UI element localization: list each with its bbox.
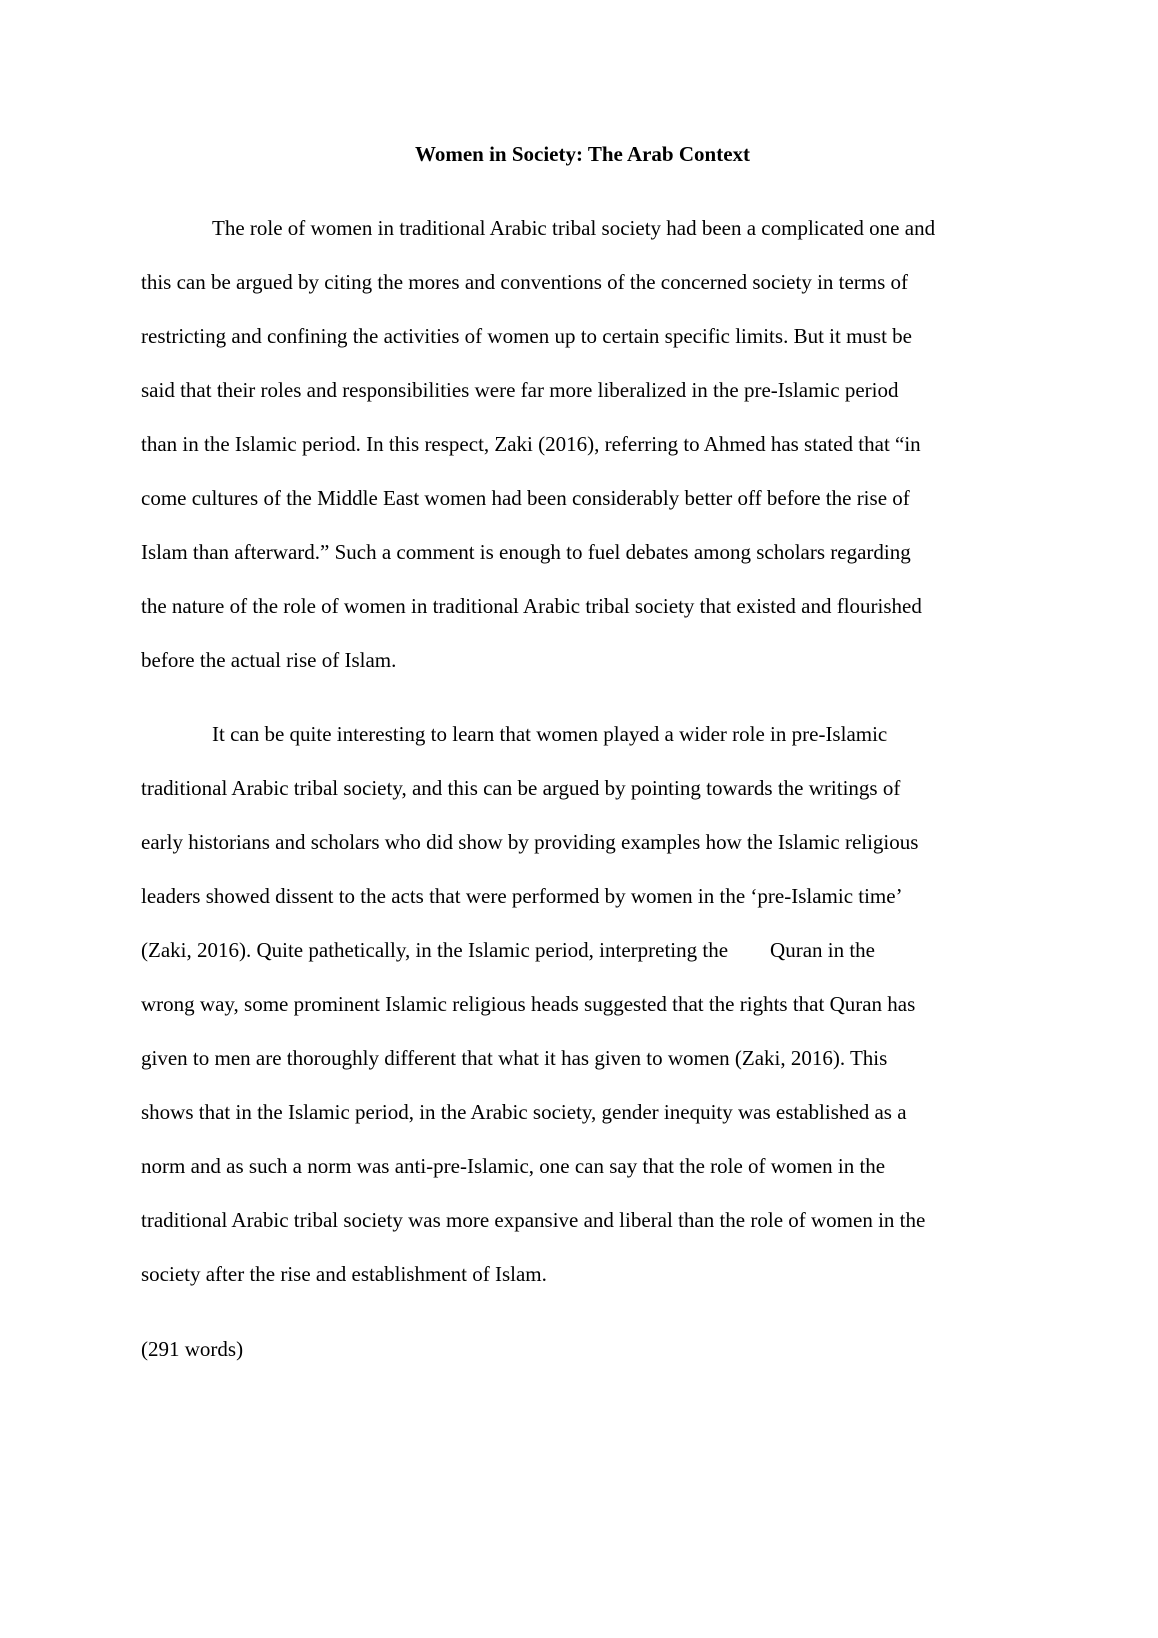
word-count: (291 words) <box>141 1337 244 1361</box>
text-line: given to men are thoroughly different that what it has given to women (Zaki, 2016). This <box>141 1046 888 1070</box>
text-line: wrong way, some prominent Islamic religious heads suggested that the rights that Quran has <box>141 992 916 1016</box>
document-title: Women in Society: The Arab Context <box>414 142 751 166</box>
paragraph-1 <box>141 201 1024 687</box>
text-line: leaders showed dissent to the acts that were performed by women in the ‘pre-Islamic time’ <box>141 884 903 908</box>
text-line: norm and as such a norm was anti-pre-Islamic, one can say that the role of women in the <box>141 1154 886 1178</box>
paragraph-2 <box>141 707 1024 1301</box>
text-line: this can be argued by citing the mores and conventions of the concerned society in terms of <box>141 270 909 294</box>
text-line: The role of women in traditional Arabic tribal society had been a complicated one and <box>212 216 936 240</box>
text-line: before the actual rise of Islam. <box>141 648 397 672</box>
text-line: It can be quite interesting to learn that women played a wider role in pre-Islamic <box>212 722 888 746</box>
text-line: said that their roles and responsibilities were far more liberalized in the pre-Islamic period <box>141 378 899 402</box>
text-line: shows that in the Islamic period, in the Arabic society, gender inequity was established as a <box>141 1100 907 1124</box>
text-line: than in the Islamic period. In this respect, Zaki (2016), referring to Ahmed has stated that “in <box>141 432 921 456</box>
text-line: traditional Arabic tribal society, and this can be argued by pointing towards the writings of <box>141 776 901 800</box>
text-line: come cultures of the Middle East women had been considerably better off before the rise of <box>141 486 910 510</box>
text-line: traditional Arabic tribal society was more expansive and liberal than the role of women in the <box>141 1208 926 1232</box>
text-line: (Zaki, 2016). Quite pathetically, in the Islamic period, interpreting the Quran in the <box>141 938 876 962</box>
text-line: restricting and confining the activities of women up to certain specific limits. But it must be <box>141 324 912 348</box>
text-line: early historians and scholars who did show by providing examples how the Islamic religious <box>141 830 919 854</box>
text-line: the nature of the role of women in traditional Arabic tribal society that existed and flourished <box>141 594 922 618</box>
text-line: Islam than afterward.” Such a comment is enough to fuel debates among scholars regarding <box>141 540 911 564</box>
text-line: society after the rise and establishment of Islam. <box>141 1262 547 1286</box>
